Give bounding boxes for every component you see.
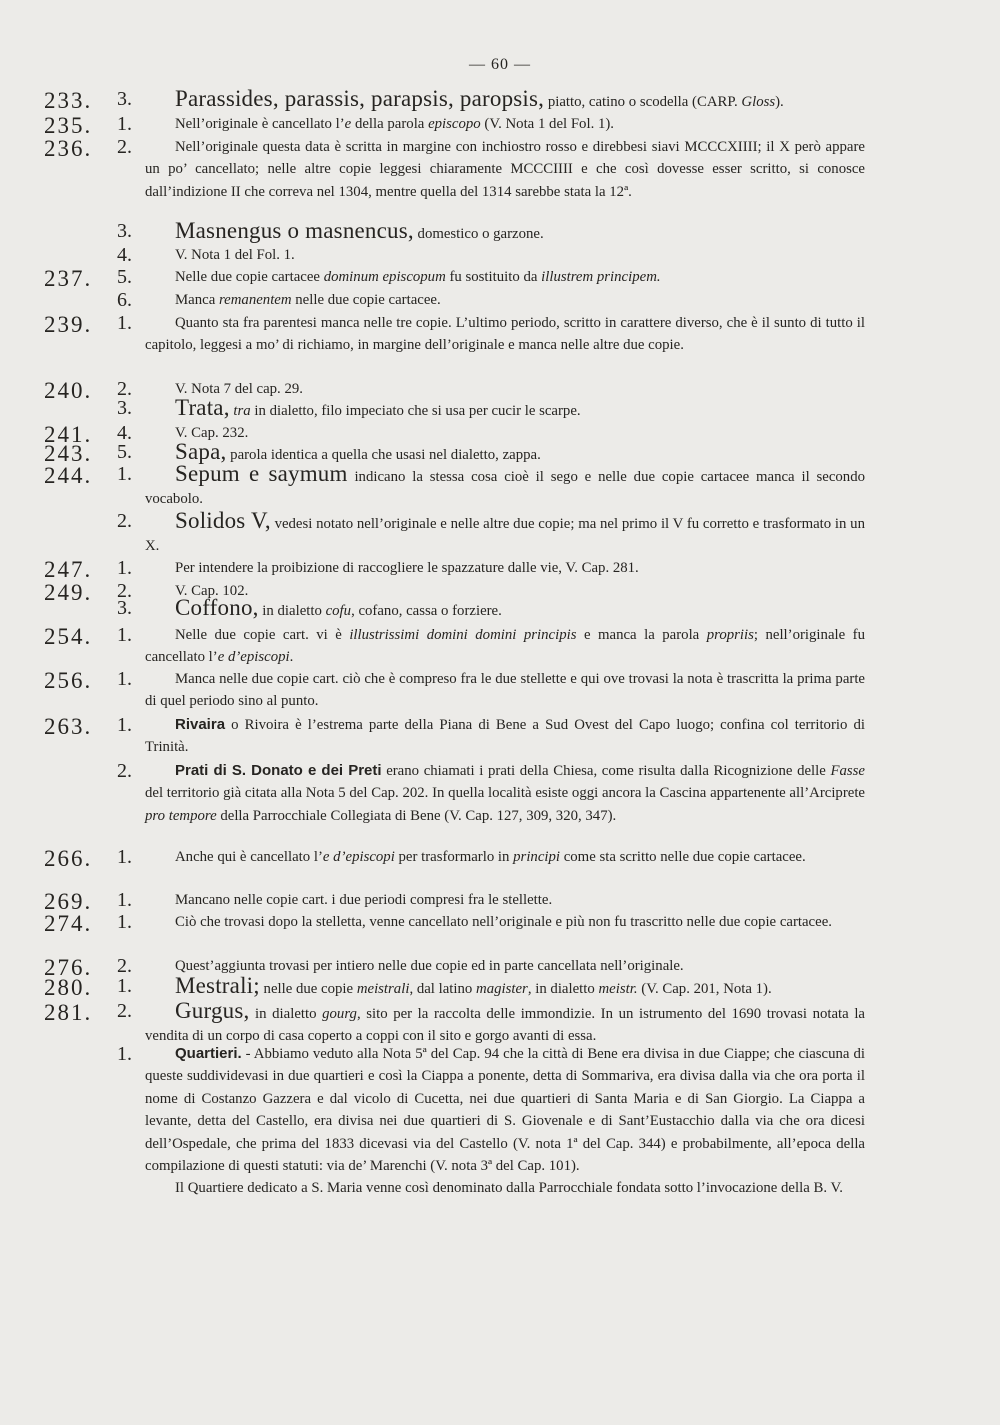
note-number: 1.	[117, 911, 132, 933]
note-number: 1.	[117, 557, 132, 579]
note-text: V. Cap. 102.	[175, 583, 249, 599]
note-number: 1.	[117, 846, 132, 868]
note-number: 3.	[117, 88, 132, 110]
note-number: 4.	[117, 244, 132, 266]
note-number: 6.	[117, 289, 132, 311]
chapter-number: 241.	[44, 422, 93, 447]
note-text: Manca nelle due copie cart. ciò che è compreso fra le due stellette e qui ove trovasi la nota è trascritta la prima parte di quel periodo sino al punto.	[145, 671, 865, 710]
chapter-number: 280.	[44, 975, 93, 1000]
note-number: 5.	[117, 441, 132, 463]
note-number: 1.	[117, 1043, 132, 1065]
note-number: 2.	[117, 955, 132, 977]
note-number: 1.	[117, 312, 132, 334]
note-text: Coffono, in dialetto cofu, cofano, cassa o forziere.	[175, 595, 502, 620]
note-number: 3.	[117, 597, 132, 619]
note-text: V. Nota 1 del Fol. 1.	[175, 247, 295, 263]
chapter-number: 233.	[44, 88, 93, 113]
note-text: Nell’originale questa data è scritta in margine con inchiostro rosso e direbbesi siavi MCCCXIIII; il X però appare un po’ cancellato; nelle altre copie leggesi chiaramente MCCCIIII e che così dovesse esser scritto, si conosce dall’indizione II che correva nel 1304, mentre quella del 1314 sarebbe stata la 12ª.	[145, 139, 865, 200]
note-number: 1.	[117, 975, 132, 997]
note-number: 1.	[117, 624, 132, 646]
note-text: Quartieri. - Abbiamo veduto alla Nota 5ª del Cap. 94 che la città di Bene era divisa in due Ciappe; che ciascuna di queste suddividevasi in due quartieri e così la Ciappa a ponente, detta di Sommariva, era divisa dalla via che ora porta il nome di Costanzo Gazzera e dal vicolo di Cucetta, nei due quartieri di Santa Maria e di San Giorgio. La Ciappa a levante, detta del Castello, era divisa nei due quartieri di S. Giovenale e di Sant’Eustacchio dalla via che ora dicesi dell’Ospedale, che prima del 1833 dicevasi via del Castello (V. nota 1ª del Cap. 344) e probabilmente, all’epoca della compilazione di questi statuti: via de’ Marenchi (V. nota 3ª del Cap. 101). Il Quartiere dedicato a S. Maria venne così denominato dalla Parrocchiale fondata sotto l’invocazione della B. V.	[145, 1045, 865, 1197]
note-number: 3.	[117, 397, 132, 419]
note-text: V. Cap. 232.	[175, 425, 249, 441]
note-number: 2.	[117, 378, 132, 400]
chapter-number: 244.	[44, 463, 93, 488]
note-number: 2.	[117, 510, 132, 532]
chapter-number: 236.	[44, 136, 93, 161]
note-number: 2.	[117, 580, 132, 602]
note-text: Nelle due copie cart. vi è illustrissimi domini domini principis e manca la parola propriis; nell’originale fu cancellato l’e d’episcopi.	[145, 627, 866, 666]
chapter-number: 240.	[44, 378, 93, 403]
note-text: Prati di S. Donato e dei Preti erano chiamati i prati della Chiesa, come risulta dalla Ricognizione delle Fasse del territorio già citata alla Nota 5 del Cap. 202. In quella località esiste oggi ancora la Cascina appartenente all’Arciprete pro tempore della Parrocchiale Collegiata di Bene (V. Cap. 127, 309, 320, 347).	[145, 762, 865, 824]
chapter-number: 276.	[44, 955, 93, 980]
chapter-number: 269.	[44, 889, 93, 914]
note-text: Anche qui è cancellato l’e d’episcopi per trasformarlo in principi come sta scritto nelle due copie cartacee.	[175, 849, 806, 865]
chapter-number: 274.	[44, 911, 93, 936]
note-text: Rivaira o Rivoira è l’estrema parte della Piana di Bene a Sud Ovest del Capo luogo; confina col territorio di Trinità.	[145, 716, 865, 756]
note-text: Manca remanentem nelle due copie cartacee.	[175, 292, 441, 308]
note-text: Masnengus o masnencus, domestico o garzone.	[175, 218, 544, 243]
note-number: 1.	[117, 463, 132, 485]
note-text: Trata, tra in dialetto, filo impeciato che si usa per cucir le scarpe.	[175, 395, 581, 420]
page-number: — 60 —	[469, 56, 531, 73]
note-number: 1.	[117, 668, 132, 690]
chapter-number: 263.	[44, 714, 93, 739]
chapter-number: 235.	[44, 113, 93, 138]
note-text: Sapa, parola identica a quella che usasi nel dialetto, zappa.	[175, 439, 541, 464]
note-number: 5.	[117, 266, 132, 288]
note-text: Nelle due copie cartacee dominum episcopum fu sostituito da illustrem principem.	[175, 269, 661, 285]
note-text: Nell’originale è cancellato l’e della parola episcopo (V. Nota 1 del Fol. 1).	[175, 116, 614, 132]
chapter-number: 281.	[44, 1000, 93, 1025]
note-number: 1.	[117, 889, 132, 911]
chapter-number: 256.	[44, 668, 93, 693]
note-text: Per intendere la proibizione di raccogliere le spazzature dalle vie, V. Cap. 281.	[175, 560, 639, 576]
chapter-number: 266.	[44, 846, 93, 871]
chapter-number: 243.	[44, 441, 93, 466]
chapter-number: 239.	[44, 312, 93, 337]
note-text: Solidos V, vedesi notato nell’originale e nelle altre due copie; ma nel primo il V fu corretto e trasformato in un X.	[145, 508, 865, 555]
note-text: Sepum e saymum indicano la stessa cosa cioè il sego e nelle due copie cartacee manca il secondo vocabolo.	[145, 461, 865, 508]
note-number: 4.	[117, 422, 132, 444]
note-number: 2.	[117, 136, 132, 158]
chapter-number: 249.	[44, 580, 93, 605]
note-number: 2.	[117, 1000, 132, 1022]
note-text: Quest’aggiunta trovasi per intiero nelle due copie ed in parte cancellata nell’originale.	[175, 958, 684, 974]
note-text: Mancano nelle copie cart. i due periodi compresi fra le stellette.	[175, 892, 553, 908]
chapter-number: 237.	[44, 266, 93, 291]
note-text: Quanto sta fra parentesi manca nelle tre copie. L’ultimo periodo, scritto in carattere diverso, che è il sunto di tutto il capitolo, leggesi a mo’ di richiamo, in margine dell’originale e manca nelle altre due copie.	[145, 315, 865, 354]
chapter-number: 247.	[44, 557, 93, 582]
note-text: Mestrali; nelle due copie meistrali, dal latino magister, in dialetto meistr. (V. Cap. 201, Nota 1).	[175, 973, 772, 998]
note-text: Parassides, parassis, parapsis, paropsis, piatto, catino o scodella (CARP. Gloss).	[175, 86, 784, 111]
note-text: Ciò che trovasi dopo la stelletta, venne cancellato nell’originale e più non fu trascritto nelle due copie cartacee.	[175, 914, 832, 930]
note-text: V. Nota 7 del cap. 29.	[175, 381, 303, 397]
chapter-number: 254.	[44, 624, 93, 649]
note-number: 1.	[117, 714, 132, 736]
note-text: Gurgus, in dialetto gourg, sito per la raccolta delle immondizie. In un istrumento del 1690 trovasi notata la vendita di un corpo di casa coperto a coppi con il sito e gorgo avanti di essa.	[145, 998, 865, 1045]
note-number: 2.	[117, 760, 132, 782]
note-number: 1.	[117, 113, 132, 135]
note-number: 3.	[117, 220, 132, 242]
